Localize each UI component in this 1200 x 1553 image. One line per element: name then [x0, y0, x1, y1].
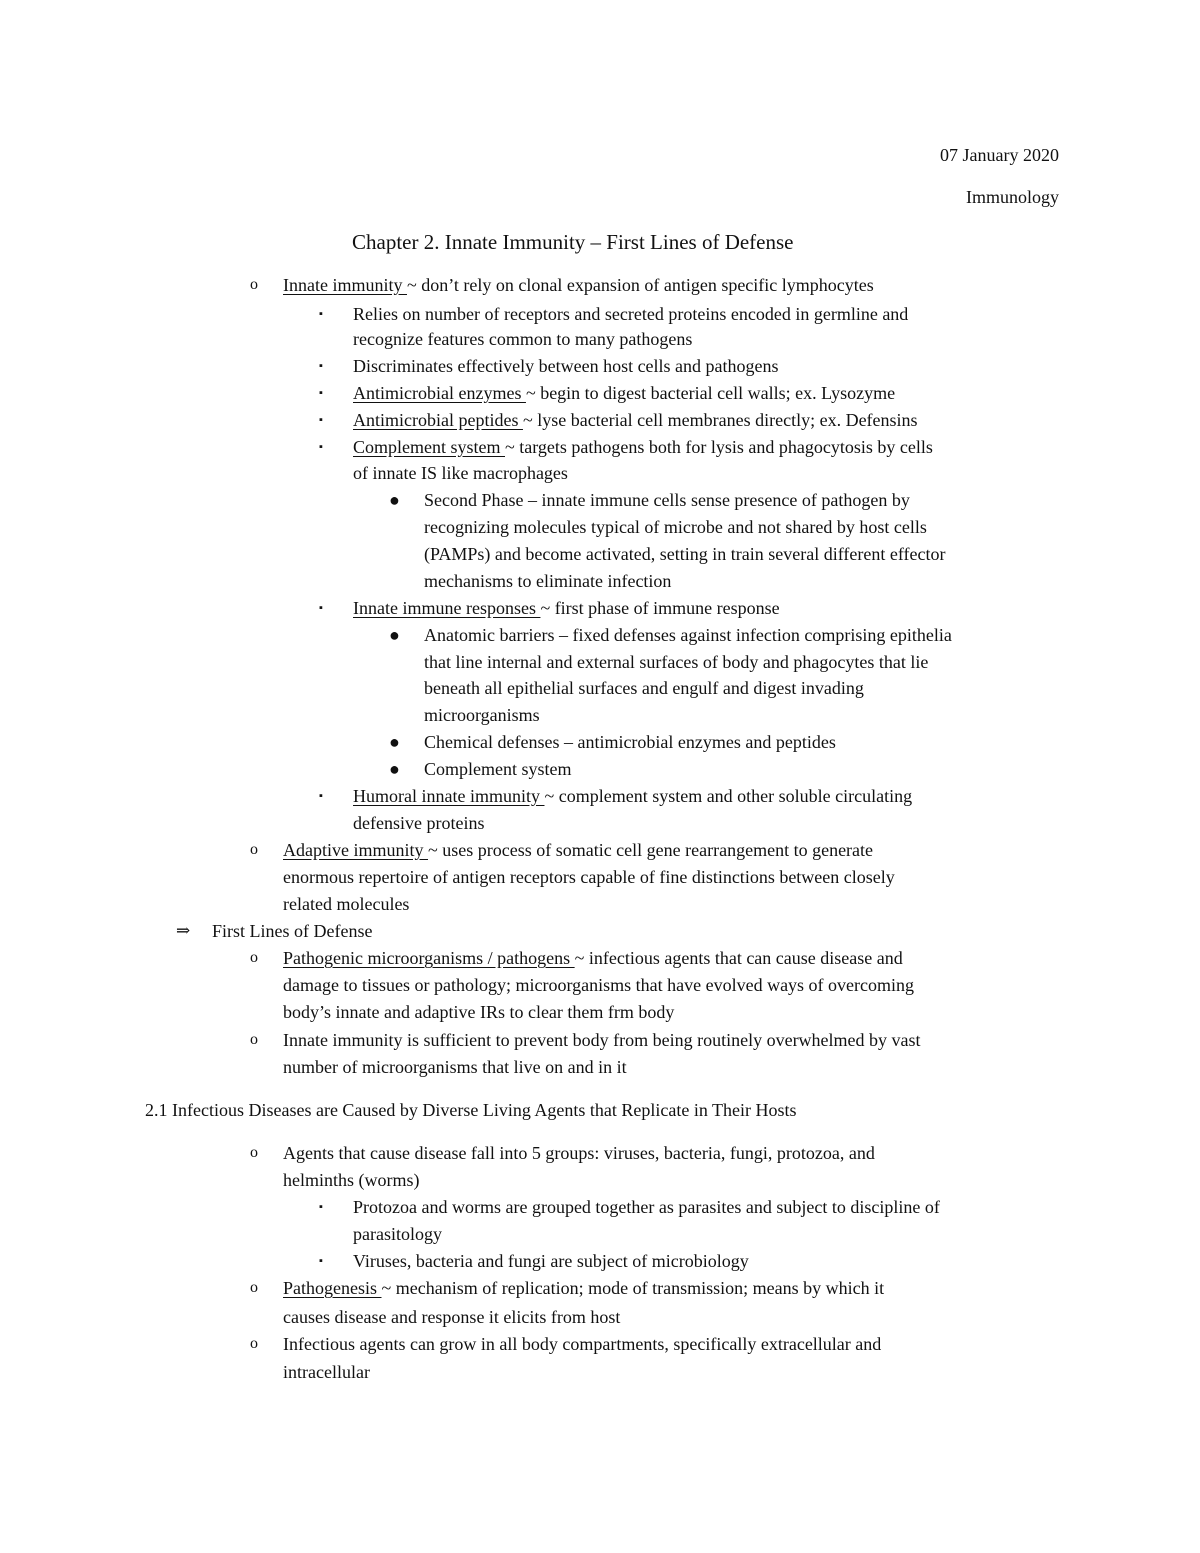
list-item-innate-immunity: Innate immunity ~ don’t rely on clonal expansion of antigen specific lymphocytes — [283, 275, 874, 295]
term-innate-immunity: Innate immunity — [283, 275, 407, 295]
list-item-anatomic-barriers: Anatomic barriers – fixed defenses against infection comprising epithelia — [424, 625, 952, 645]
dot-bullet-icon: ● — [389, 625, 400, 645]
square-bullet-icon: ▪ — [319, 1255, 323, 1267]
term-antimicrobial-peptides: Antimicrobial peptides — [353, 410, 523, 430]
square-bullet-icon: ▪ — [319, 414, 323, 426]
list-item-protozoa: Protozoa and worms are grouped together as parasites and subject to discipline of — [353, 1197, 940, 1217]
circle-bullet-icon: o — [250, 276, 258, 293]
heading-first-lines-of-defense: First Lines of Defense — [212, 921, 373, 941]
list-item-innate-sufficient: Innate immunity is sufficient to prevent body from being routinely overwhelmed by vast — [283, 1030, 921, 1050]
dot-bullet-icon: ● — [389, 490, 400, 510]
list-item-second-phase-cont: (PAMPs) and become activated, setting in train several different effector — [424, 544, 946, 564]
list-item-pathogenesis-cont: causes disease and response it elicits from host — [283, 1307, 621, 1327]
list-item-relies: Relies on number of receptors and secreted proteins encoded in germline and — [353, 304, 909, 324]
term-adaptive-immunity: Adaptive immunity — [283, 840, 428, 860]
list-item-humoral-cont: defensive proteins — [353, 813, 485, 833]
list-item-humoral-innate-immunity: Humoral innate immunity ~ complement system and other soluble circulating — [353, 786, 913, 806]
header-date: 07 January 2020 — [940, 145, 1059, 165]
square-bullet-icon: ▪ — [319, 387, 323, 399]
list-item-anatomic-cont: microorganisms — [424, 705, 540, 725]
list-item-complement-system-2: Complement system — [424, 759, 572, 779]
list-item-anatomic-cont: that line internal and external surfaces of body and phagocytes that lie — [424, 652, 929, 672]
list-item-compartments: Infectious agents can grow in all body compartments, specifically extracellular and — [283, 1334, 882, 1354]
term-complement-system: Complement system — [353, 437, 505, 457]
list-item-pathogenesis: Pathogenesis ~ mechanism of replication; mode of transmission; means by which it — [283, 1278, 885, 1298]
list-item-adaptive-cont: enormous repertoire of antigen receptors capable of fine distinctions between closely — [283, 867, 895, 887]
chapter-title: Chapter 2. Innate Immunity – First Lines of Defense — [352, 230, 794, 254]
dot-bullet-icon: ● — [389, 732, 400, 752]
circle-bullet-icon: o — [250, 841, 258, 858]
square-bullet-icon: ▪ — [319, 1201, 323, 1213]
section-heading-2-1: 2.1 Infectious Diseases are Caused by Diverse Living Agents that Replicate in Their Hosts — [145, 1100, 797, 1120]
circle-bullet-icon: o — [250, 1144, 258, 1161]
list-item-antimicrobial-enzymes: Antimicrobial enzymes ~ begin to digest bacterial cell walls; ex. Lysozyme — [353, 383, 896, 403]
list-item-discriminates: Discriminates effectively between host cells and pathogens — [353, 356, 779, 376]
list-item-anatomic-cont: beneath all epithelial surfaces and engulf and digest invading — [424, 678, 864, 698]
list-item-adaptive-immunity: Adaptive immunity ~ uses process of somatic cell gene rearrangement to generate — [283, 840, 874, 860]
term-pathogenesis: Pathogenesis — [283, 1278, 382, 1298]
list-item-complement-cont: of innate IS like macrophages — [353, 463, 568, 483]
circle-bullet-icon: o — [250, 1279, 258, 1296]
list-item-chemical-defenses: Chemical defenses – antimicrobial enzymes and peptides — [424, 732, 836, 752]
list-item-pathogenic-cont: damage to tissues or pathology; microorganisms that have evolved ways of overcoming — [283, 975, 915, 995]
double-arrow-icon: ⇒ — [176, 921, 191, 940]
list-item-complement-system: Complement system ~ targets pathogens both for lysis and phagocytosis by cells — [353, 437, 933, 457]
list-item-protozoa-cont: parasitology — [353, 1224, 442, 1244]
square-bullet-icon: ▪ — [319, 441, 323, 453]
list-item-second-phase: Second Phase – innate immune cells sense presence of pathogen by — [424, 490, 910, 510]
list-item-pathogenic-microorganisms: Pathogenic microorganisms / pathogens ~ infectious agents that can cause disease and — [283, 948, 903, 968]
term-antimicrobial-enzymes: Antimicrobial enzymes — [353, 383, 526, 403]
list-item-viruses: Viruses, bacteria and fungi are subject of microbiology — [353, 1251, 749, 1271]
list-item-relies-cont: recognize features common to many pathogens — [353, 329, 693, 349]
list-item-adaptive-cont: related molecules — [283, 894, 410, 914]
term-pathogenic-microorganisms: Pathogenic microorganisms / pathogens — [283, 948, 575, 968]
list-item-second-phase-cont: mechanisms to eliminate infection — [424, 571, 672, 591]
list-item-pathogenic-cont: body’s innate and adaptive IRs to clear them frm body — [283, 1002, 675, 1022]
square-bullet-icon: ▪ — [319, 308, 323, 320]
header-course: Immunology — [966, 187, 1059, 207]
square-bullet-icon: ▪ — [319, 360, 323, 372]
circle-bullet-icon: o — [250, 949, 258, 966]
circle-bullet-icon: o — [250, 1031, 258, 1048]
term-humoral-innate-immunity: Humoral innate immunity — [353, 786, 545, 806]
list-item-second-phase-cont: recognizing molecules typical of microbe and not shared by host cells — [424, 517, 927, 537]
list-item-innate-immune-responses: Innate immune responses ~ first phase of immune response — [353, 598, 780, 618]
list-item-compartments-cont: intracellular — [283, 1362, 370, 1382]
list-item-antimicrobial-peptides: Antimicrobial peptides ~ lyse bacterial cell membranes directly; ex. Defensins — [353, 410, 918, 430]
list-item-agents: Agents that cause disease fall into 5 groups: viruses, bacteria, fungi, protozoa, and — [283, 1143, 875, 1163]
list-item-innate-sufficient-cont: number of microorganisms that live on and in it — [283, 1057, 627, 1077]
square-bullet-icon: ▪ — [319, 790, 323, 802]
dot-bullet-icon: ● — [389, 759, 400, 779]
term-innate-immune-responses: Innate immune responses — [353, 598, 541, 618]
list-item-agents-cont: helminths (worms) — [283, 1170, 420, 1190]
square-bullet-icon: ▪ — [319, 602, 323, 614]
circle-bullet-icon: o — [250, 1335, 258, 1352]
